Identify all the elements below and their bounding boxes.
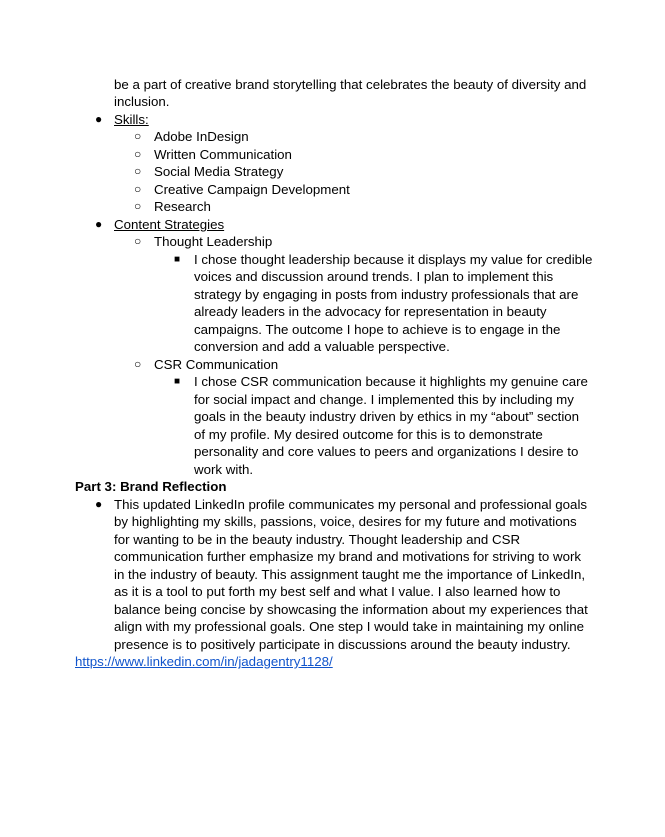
strategy-name: Thought Leadership bbox=[154, 234, 273, 249]
strategy-text-line: for social impact and change. I implemented this by including my bbox=[194, 392, 574, 407]
strategy-text-line: of my profile. My desired outcome for this is to demonstrate bbox=[194, 427, 543, 442]
section-heading: Part 3: Brand Reflection bbox=[75, 479, 227, 494]
strategy-text-line: voices and discussion around trends. I plan to implement this bbox=[194, 269, 554, 284]
reflection-line: by highlighting my skills, passions, voice, desires for my future and motivations bbox=[114, 514, 577, 529]
reflection-line: align with my professional goals. One step I would take in maintaining my online bbox=[114, 619, 585, 634]
skill-item: Adobe InDesign bbox=[154, 129, 249, 144]
content-strategies-heading: Content Strategies bbox=[114, 217, 225, 232]
skill-item: Research bbox=[154, 199, 211, 214]
reflection-line: communication further emphasize my brand and motivations for striving to work bbox=[114, 549, 582, 564]
bullet-square-icon: ■ bbox=[174, 254, 181, 265]
bullet-circle-icon: ○ bbox=[134, 199, 142, 213]
strategy-text-line: conversion and add a valuable perspective. bbox=[194, 339, 450, 354]
strategy-text-line: work with. bbox=[194, 462, 254, 477]
reflection-line: as it is a tool to put forth my best self and what I value. I also learned how to bbox=[114, 584, 561, 599]
bullet-disc-icon: ● bbox=[95, 497, 103, 511]
bullet-disc-icon: ● bbox=[95, 217, 103, 231]
bullet-circle-icon: ○ bbox=[134, 164, 142, 178]
reflection-line: This updated LinkedIn profile communicates my personal and professional goals bbox=[114, 497, 588, 512]
skills-heading: Skills: bbox=[114, 112, 149, 127]
skill-item: Written Communication bbox=[154, 147, 292, 162]
intro-line: inclusion. bbox=[114, 94, 170, 109]
strategy-text-line: goals in the beauty industry driven by ethics in my “about” section bbox=[194, 409, 580, 424]
strategy-text-line: personality and core values to peers and organizations I desire to bbox=[194, 444, 579, 459]
linkedin-profile-link[interactable]: https://www.linkedin.com/in/jadagentry1128/ bbox=[75, 654, 333, 669]
strategy-text-line: already leaders in the advocacy for representation in beauty bbox=[194, 304, 547, 319]
bullet-circle-icon: ○ bbox=[134, 234, 142, 248]
reflection-line: for wanting to be in the beauty industry. Thought leadership and CSR bbox=[114, 532, 521, 547]
bullet-disc-icon: ● bbox=[95, 112, 103, 126]
reflection-line: presence is to positively participate in discussions around the beauty industry. bbox=[114, 637, 571, 652]
bullet-circle-icon: ○ bbox=[134, 147, 142, 161]
bullet-circle-icon: ○ bbox=[134, 129, 142, 143]
strategy-text-line: campaigns. The outcome I hope to achieve is to engage in the bbox=[194, 322, 561, 337]
strategy-name: CSR Communication bbox=[154, 357, 279, 372]
skill-item: Creative Campaign Development bbox=[154, 182, 350, 197]
reflection-line: in the industry of beauty. This assignment taught me the importance of LinkedIn, bbox=[114, 567, 586, 582]
reflection-line: balance being concise by showcasing the information about my experiences that bbox=[114, 602, 588, 617]
strategy-text-line: I chose thought leadership because it displays my value for credible bbox=[194, 252, 593, 267]
strategy-text-line: I chose CSR communication because it highlights my genuine care bbox=[194, 374, 588, 389]
bullet-square-icon: ■ bbox=[174, 376, 181, 387]
bullet-circle-icon: ○ bbox=[134, 182, 142, 196]
bullet-circle-icon: ○ bbox=[134, 357, 142, 371]
strategy-text-line: strategy by engaging in posts from industry professionals that are bbox=[194, 287, 579, 302]
skill-item: Social Media Strategy bbox=[154, 164, 284, 179]
intro-line: be a part of creative brand storytelling that celebrates the beauty of diversity and bbox=[114, 77, 587, 92]
